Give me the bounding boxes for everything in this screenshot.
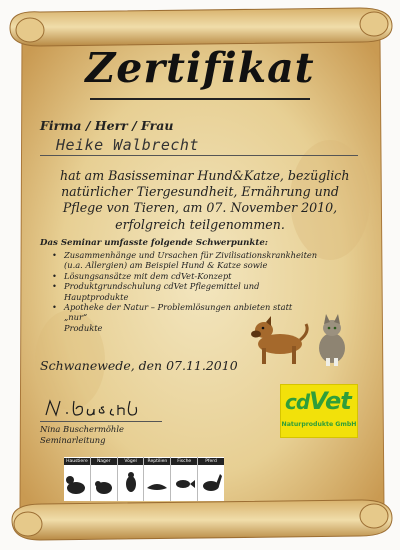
- certificate-title: Zertifikat: [85, 44, 315, 92]
- pet-silhouette-icon: [64, 466, 90, 499]
- fish-silhouette-icon: [171, 466, 197, 499]
- species-cell: [171, 457, 198, 501]
- bullet-icon: •: [52, 281, 57, 292]
- signer-name: Nina Buschermöhle: [40, 424, 124, 434]
- reptile-silhouette-icon: [144, 466, 170, 499]
- focus-item-text: Zusammenhänge und Ursachen für Zivilisationskrankheiten (u.a. Allergien) am Beispiel Hund & Katze sowie: [64, 250, 318, 271]
- species-cell: [144, 457, 171, 501]
- title-underline: [90, 98, 310, 100]
- species-cell: [91, 457, 118, 501]
- signer-role: Seminarleitung: [40, 434, 106, 445]
- focus-intro: Das Seminar umfasste folgende Schwerpunkte:: [40, 238, 268, 248]
- species-label: Haustiere: [64, 458, 90, 465]
- body-line: Pflege von Tieren, am 07. November 2010,: [62, 200, 338, 216]
- logo-brand: Vet: [309, 387, 351, 415]
- species-label: Fische: [171, 458, 197, 465]
- certificate-body: [60, 168, 350, 233]
- dog-and-cat-illustration: [244, 308, 356, 368]
- list-item: [48, 271, 318, 281]
- logo-subtitle: Naturprodukte GmbH: [281, 421, 357, 428]
- species-label: Nager: [91, 458, 117, 465]
- logo-prefix: cd: [285, 390, 310, 414]
- signature-image: [42, 395, 162, 421]
- bullet-icon: •: [52, 250, 57, 260]
- recipient-name-line: [40, 155, 358, 156]
- signer-block: [40, 424, 124, 445]
- focus-item-text: Apotheke der Natur – Problemlösungen anbieten statt „nur“ Produkte: [64, 302, 293, 333]
- species-strip: [64, 457, 224, 501]
- species-cell: [64, 457, 91, 501]
- dog-icon: [251, 316, 307, 364]
- place-and-date: Schwanewede, den 07.11.2010: [40, 358, 238, 373]
- bullet-icon: •: [52, 270, 57, 281]
- rodent-silhouette-icon: [91, 466, 117, 499]
- species-label: Vögel: [118, 458, 144, 465]
- species-label: Pferd: [198, 458, 224, 465]
- logo-wordmark: [285, 387, 351, 415]
- species-cell: [198, 457, 224, 501]
- cdvet-logo: [280, 384, 358, 438]
- species-label: Reptilien: [144, 458, 170, 465]
- bullet-icon: •: [52, 302, 57, 313]
- bird-silhouette-icon: [118, 466, 144, 499]
- recipient-name: Heike Walbrecht: [56, 136, 199, 154]
- body-line: hat am Basisseminar Hund&Katze, bezüglich: [60, 168, 350, 183]
- horse-silhouette-icon: [198, 466, 224, 499]
- signature-line: [40, 421, 162, 422]
- body-line: erfolgreich teilgenommen.: [115, 216, 285, 232]
- focus-item-text: Produktgrundschulung cdVet Pflegemittel und Hauptprodukte: [64, 281, 260, 302]
- species-cell: [118, 457, 145, 501]
- focus-item-text: Lösungsansätze mit dem cdVet-Konzept: [64, 270, 232, 281]
- recipient-label: Firma / Herr / Frau: [40, 118, 174, 133]
- body-line: natürlicher Tiergesundheit, Ernährung und: [61, 184, 339, 200]
- list-item: [48, 281, 318, 302]
- cat-icon: [319, 314, 345, 366]
- list-item: [48, 250, 318, 271]
